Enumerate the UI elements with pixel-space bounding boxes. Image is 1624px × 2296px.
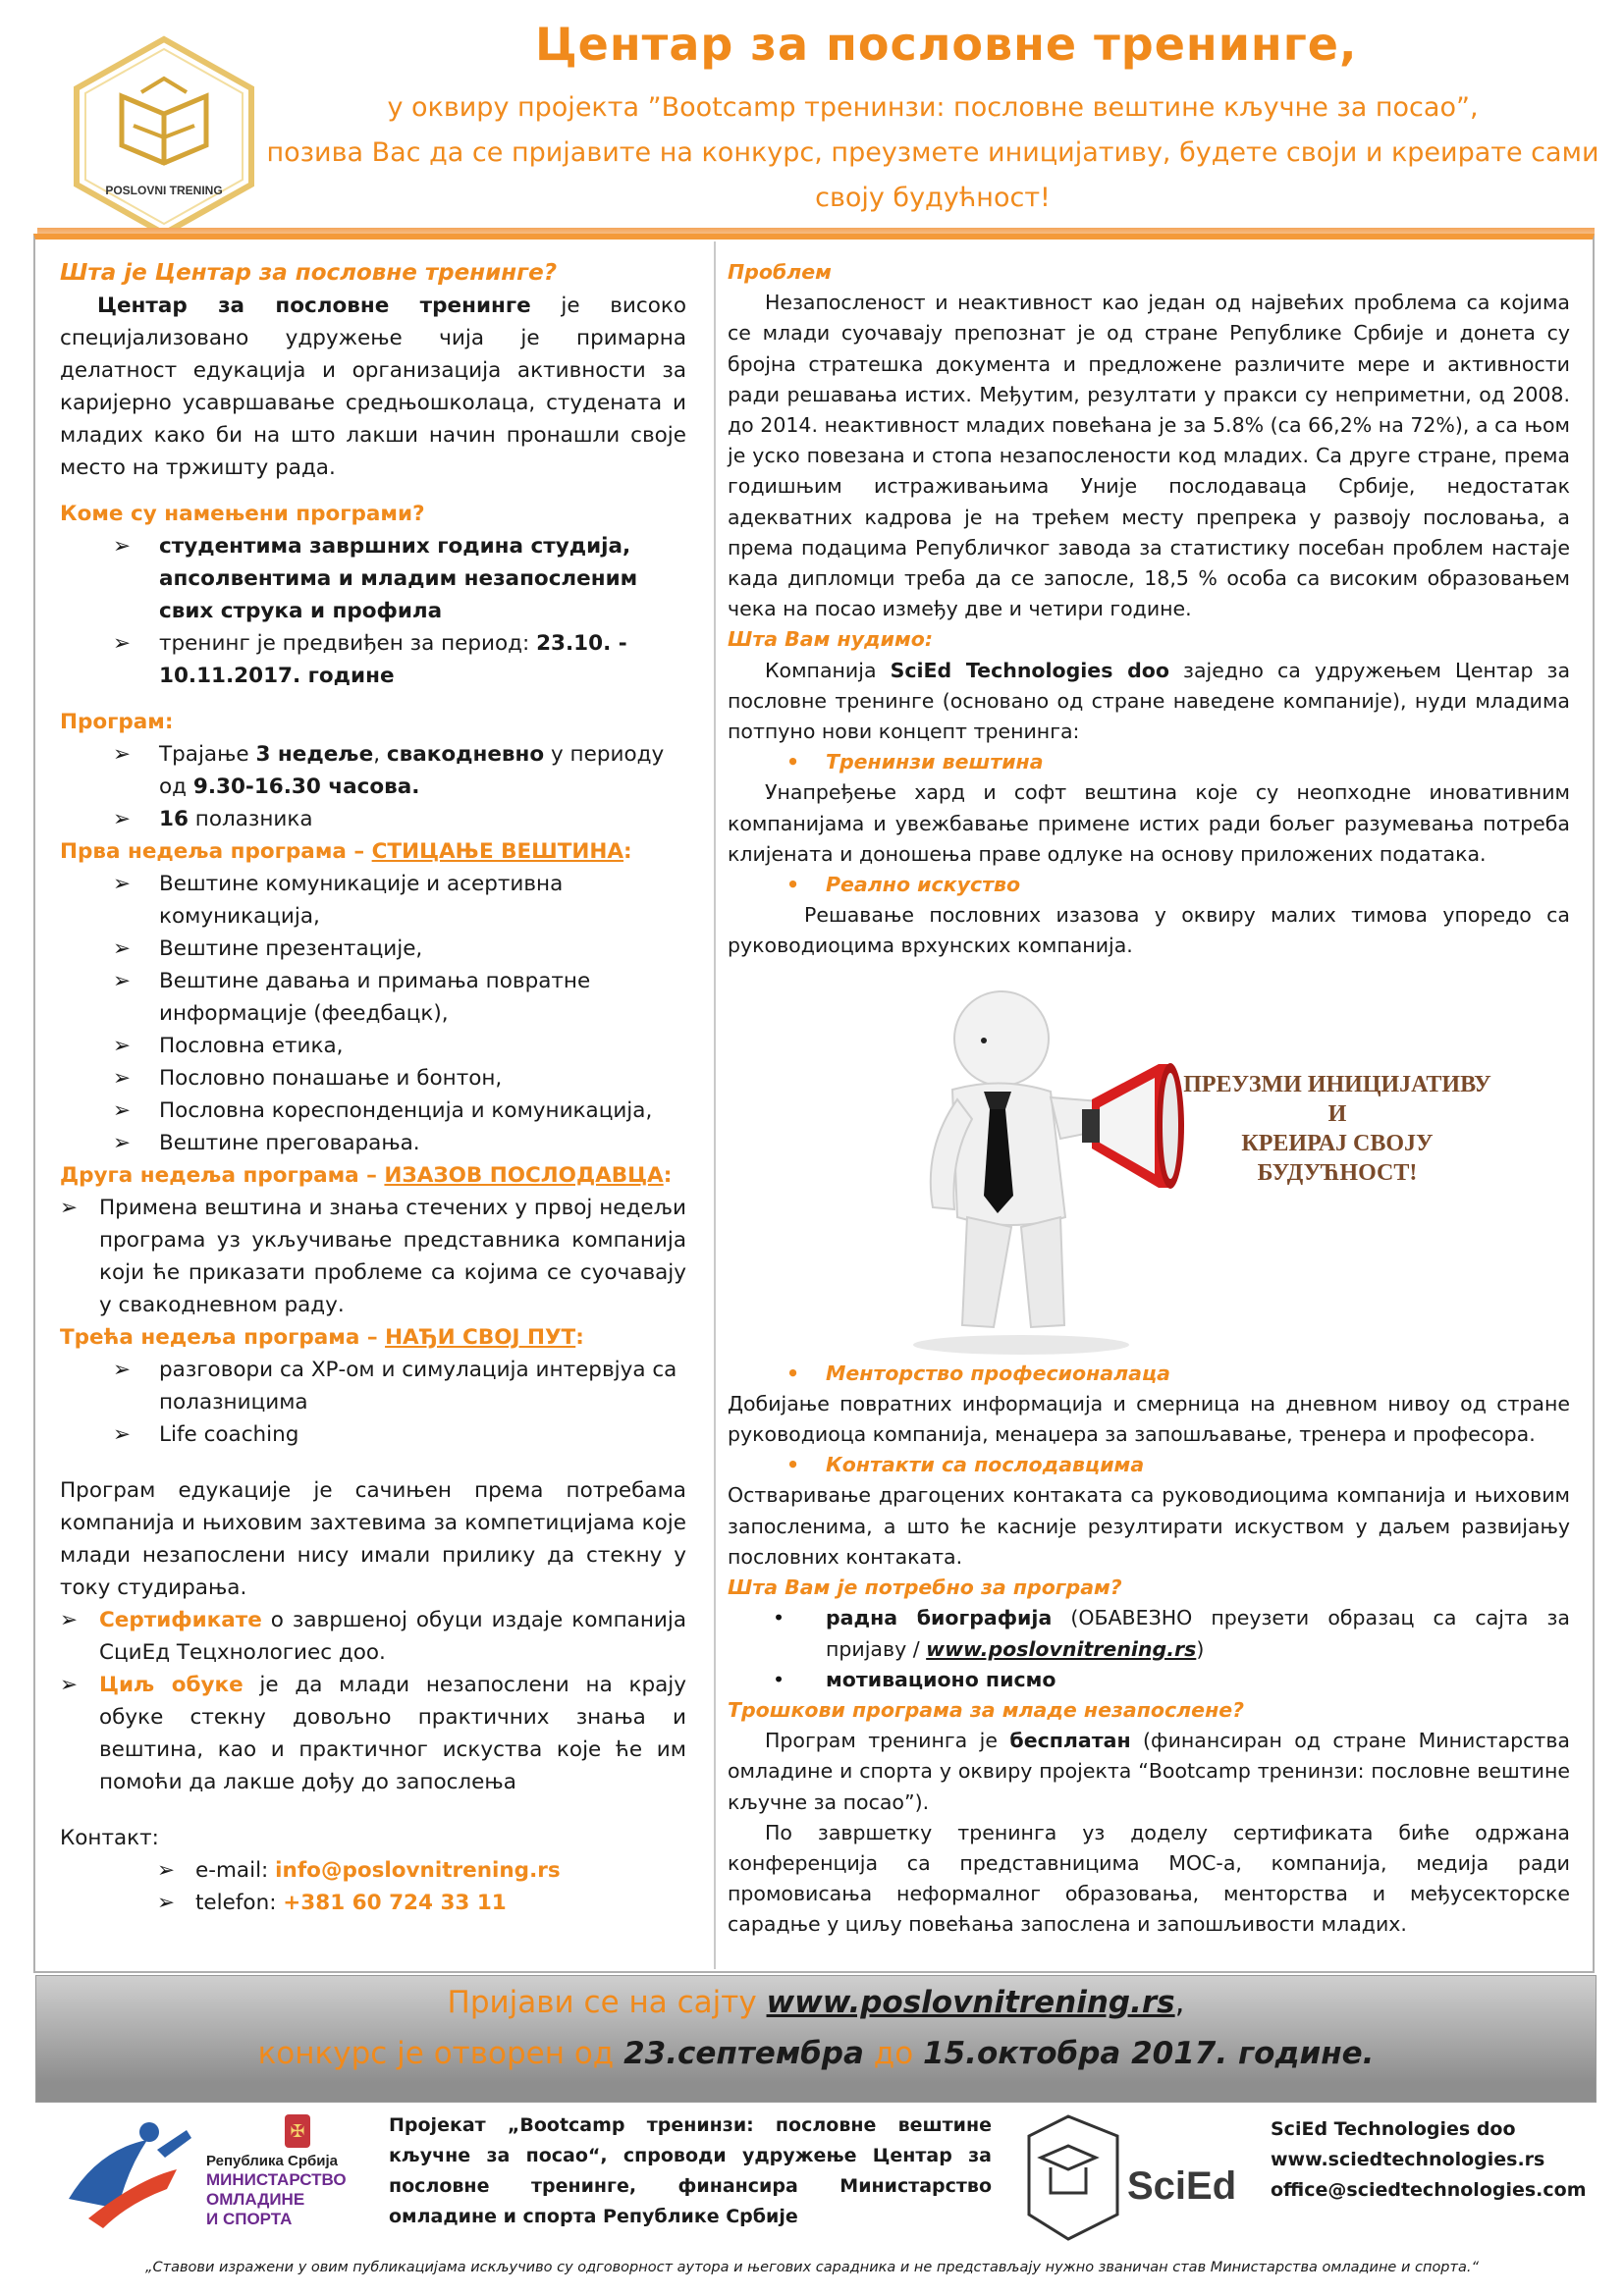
what-paragraph [60,290,686,484]
scied-email-link[interactable]: office@sciedtechnologies.com [1271,2179,1587,2201]
svg-text:Република Србија: Република Србија [206,2153,339,2169]
ministry-logo [59,2110,353,2238]
project-funding-text: Пројекат „Bootcamp тренинзи: пословне вештине кључне за посао“, спроводи удружење Центар за пословне тренинге, финансира Министарство омладине и спорта Републике Србије [389,2114,992,2227]
contacts-heading: • Контакти са послодавцима [728,1450,1570,1480]
program-heading: Програм: [60,710,174,734]
need-heading: Шта Вам је потребно за програм? [728,1575,1122,1600]
logo-text: POSLOVNI TRENING [105,184,223,197]
scied-contact [1271,2114,1587,2206]
scied-logo [1021,2107,1237,2264]
contacts-paragraph: Остваривање драгоцених контаката са руководиоцима компанија и њиховим запосленима, а што ће касније резултирати искуством у даљем развијању пословних контаката. [728,1483,1570,1569]
certificate-item: ➢ Сертификате о завршеној обуци издаје компанија СциЕд Тецхнологиес доо. [60,1604,686,1669]
goal-item: ➢ Циљ обуке је да млади незапослени на крају обуке стекну довољно практичних знања и вештина, као и практичног искуства које ће им помоћи да лакше дођу до запослења [60,1669,686,1798]
mentor-paragraph: Добијање повратних информација и смерница на дневном нивоу од стране руководиоца компанија, менаџера за запошљавање, тренера и професора. [728,1391,1570,1447]
what-text: је високо специјализовано удружење чија је примарна делатност едукација и организација активности за каријерно усавршавање средњошколаца, студената и младих како би на што лакши начин пронашли своје место на тржишту рада. [60,294,686,480]
svg-text:И СПОРТА: И СПОРТА [206,2210,293,2228]
svg-text:SciEd: SciEd [1127,2164,1237,2208]
program-item: ➢ 16 полазника [60,803,686,835]
skills-paragraph: Унапређење хард и софт вештина које су неопходне иновативним компанијама и увежбавање примене истих ради бољег разумевања потреба клијената и доношења праве одлуке на основу приложених података. [728,780,1570,866]
megaphone-figure-image [864,982,1491,1355]
offer-paragraph: Компанија SciEd Technologies doo заједно са удружењем Центар за пословне тренинге (основано од стране наведене компаније), нуди младима потпуно нови концепт тренинга: [728,658,1571,744]
page-title: Центар за пословне тренинге, [535,18,1358,71]
figure-text-3: КРЕИРАЈ СВОЈУ [1241,1131,1434,1156]
real-paragraph: Решавање пословних изазова у оквиру малих тимова упоредо са руководиоцима врхунских компанија. [728,903,1570,958]
program-item: ➢ Трајање 3 недеље, свакодневно у периоду од 9.30-16.30 часова. [60,738,686,803]
figure-text-1: ПРЕУЗМИ ИНИЦИЈАТИВУ [1183,1072,1491,1097]
week3-heading: Трећа недеља програма – НАЂИ СВОЈ ПУТ: [60,1325,584,1350]
week1-item: ➢ Вештине давања и примања повратне информације (феедбацк), [60,965,686,1030]
real-heading: • Реално искуство [728,870,1570,900]
subtitle-line-3: своју будућност! [815,183,1051,213]
subtitle-line-2: позива Вас да се пријавите на конкурс, преузмете иницијативу, будете своји и креирате сами [266,137,1599,168]
week1-item: ➢ Пословна кореспонденција и комуникација, [60,1095,686,1127]
poslovni-trening-logo [63,35,265,238]
offer-heading: Шта Вам нудимо: [728,627,934,652]
column-divider [714,241,716,1969]
final-paragraph: По завршетку тренинга уз доделу сертификата биће одржана конференција са представницима МОС-а, компанија, медија ради промовисања неформалног образовања, менторства и међусекторске сарадње у циљу повећања запослена и запошљивости младих. [728,1820,1570,1937]
apply-line-1: Пријави се на сајту www.poslovnitrening.rs, [447,1985,1185,2020]
email-link[interactable]: info@poslovnitrening.rs [275,1858,561,1883]
need-item: • радна биографија (ОБАВЕЗНО преузети образац са сајта за пријаву / www.poslovnitrening.rs) [728,1603,1570,1664]
site-link[interactable]: www.poslovnitrening.rs [926,1636,1197,1661]
education-paragraph: Програм едукације је сачињен према потребама компанија и њиховим захтевима за компетицијама које млади незапослени нису имали прилику да стекну у току студирања. [60,1478,686,1600]
what-bold: Центар за пословне тренинге [97,294,531,318]
problem-paragraph: Незапосленост и неактивност као један од највећих проблема са којима се млади суочавају препознат је од стране Републике Србије и донета су бројна стратешка документа и предложене различите мере и активности ради решавања истих. Међутим, резултати у пракси су неприметни, од 2008. до 2014. неактивност младих повећана је за 5.8% (са 66,2% на 72%), а са њом је уско повезана и стопа незапослености код младих. Са друге стране, према годишњим истраживањима Уније послодаваца Србије, недостатак адекватних кадрова је на трећем месту препрека у развоју пословања, а према подацима Републичког завода за статистику посебан проблем настаје када дипломци треба да се запосле, 18,5 % особа са високим образовањем чека на посао између две и четири године. [728,291,1570,621]
scied-web-link[interactable]: www.sciedtechnologies.rs [1271,2149,1545,2170]
figure-text-2: И [1327,1101,1347,1127]
week1-item: ➢ Пословно понашање и бонтон, [60,1062,686,1095]
for-item: ➢ студентима завршних година студија, апсолвентима и младим незапосленим свих струка и профила [60,530,686,627]
week1-item: ➢ Вештине преговарања. [60,1127,686,1159]
week1-heading: Прва недеља програма – СТИЦАЊЕ ВЕШТИНА: [60,839,632,864]
apply-line-2: конкурс је отворен од 23.септембра до 15.октобра 2017. године. [257,2036,1375,2071]
contact-label: Контакт: [60,1826,159,1850]
week1-item: ➢ Вештине комуникације и асертивна комуникација, [60,868,686,933]
problem-heading: Проблем [728,260,832,284]
svg-text:ОМЛАДИНЕ: ОМЛАДИНЕ [206,2190,305,2209]
apply-site-link[interactable]: www.poslovnitrening.rs [766,1985,1175,2020]
week1-item: ➢ Вештине презентације, [60,933,686,965]
for-heading: Коме су намењени програми? [60,502,425,526]
week3-item: ➢ разговори са ХР-ом и симулација интервјуа са полазницима [60,1354,686,1418]
phone-link[interactable]: +381 60 724 33 11 [283,1891,507,1915]
left-column [60,257,686,1919]
week3-item: ➢ Life coaching [60,1418,686,1451]
figure-text-4: БУДУЋНОСТ! [1257,1160,1418,1186]
svg-text:МИНИСТАРСТВО: МИНИСТАРСТВО [206,2170,347,2189]
svg-text:✠: ✠ [290,2121,305,2142]
what-heading: Шта је Центар за пословне тренинге? [60,260,558,286]
week2-heading: Друга недеља програма – ИЗАЗОВ ПОСЛОДАВЦА: [60,1163,673,1188]
cost-heading: Трошкови програма за младе незапослене? [728,1697,1245,1722]
week2-item: ➢ Примена вештина и знања стечених у првој недељи програма уз укључивање представника компанија који ће приказати проблеме са којима се суочавају у свакодневном раду. [60,1192,686,1321]
disclaimer: „Ставови изражени у овим публикацијама искључиво су одговорност аутора и његових сарадника и не представљају нужно званичан став Министарства омладине и спорта.“ [145,2260,1479,2275]
cost-paragraph: Програм тренинга је бесплатан (финансиран од стране Министарства омладине и спорта у оквиру пројекта “Bootcamp тренинзи: пословне вештине кључне за посао”). [728,1729,1570,1814]
contact-email: ➢ e-mail: info@poslovnitrening.rs [60,1854,686,1887]
skills-heading: • Тренинзи вештина [728,747,1570,777]
need-item: • мотивационо писмо [728,1665,1570,1695]
contact-phone: ➢ telefon: +381 60 724 33 11 [60,1887,686,1919]
week1-item: ➢ Пословна етика, [60,1030,686,1062]
subtitle-line-1: у оквиру пројекта ”Bootcamp тренинзи: пословне вештине кључне за посао”, [387,92,1479,123]
scied-name: SciEd Technologies doo [1271,2118,1516,2140]
for-item: ➢ тренинг је предвиђен за период: 23.10. - 10.11.2017. године [60,627,686,692]
mentor-heading: • Менторство професионалаца [728,1359,1570,1389]
